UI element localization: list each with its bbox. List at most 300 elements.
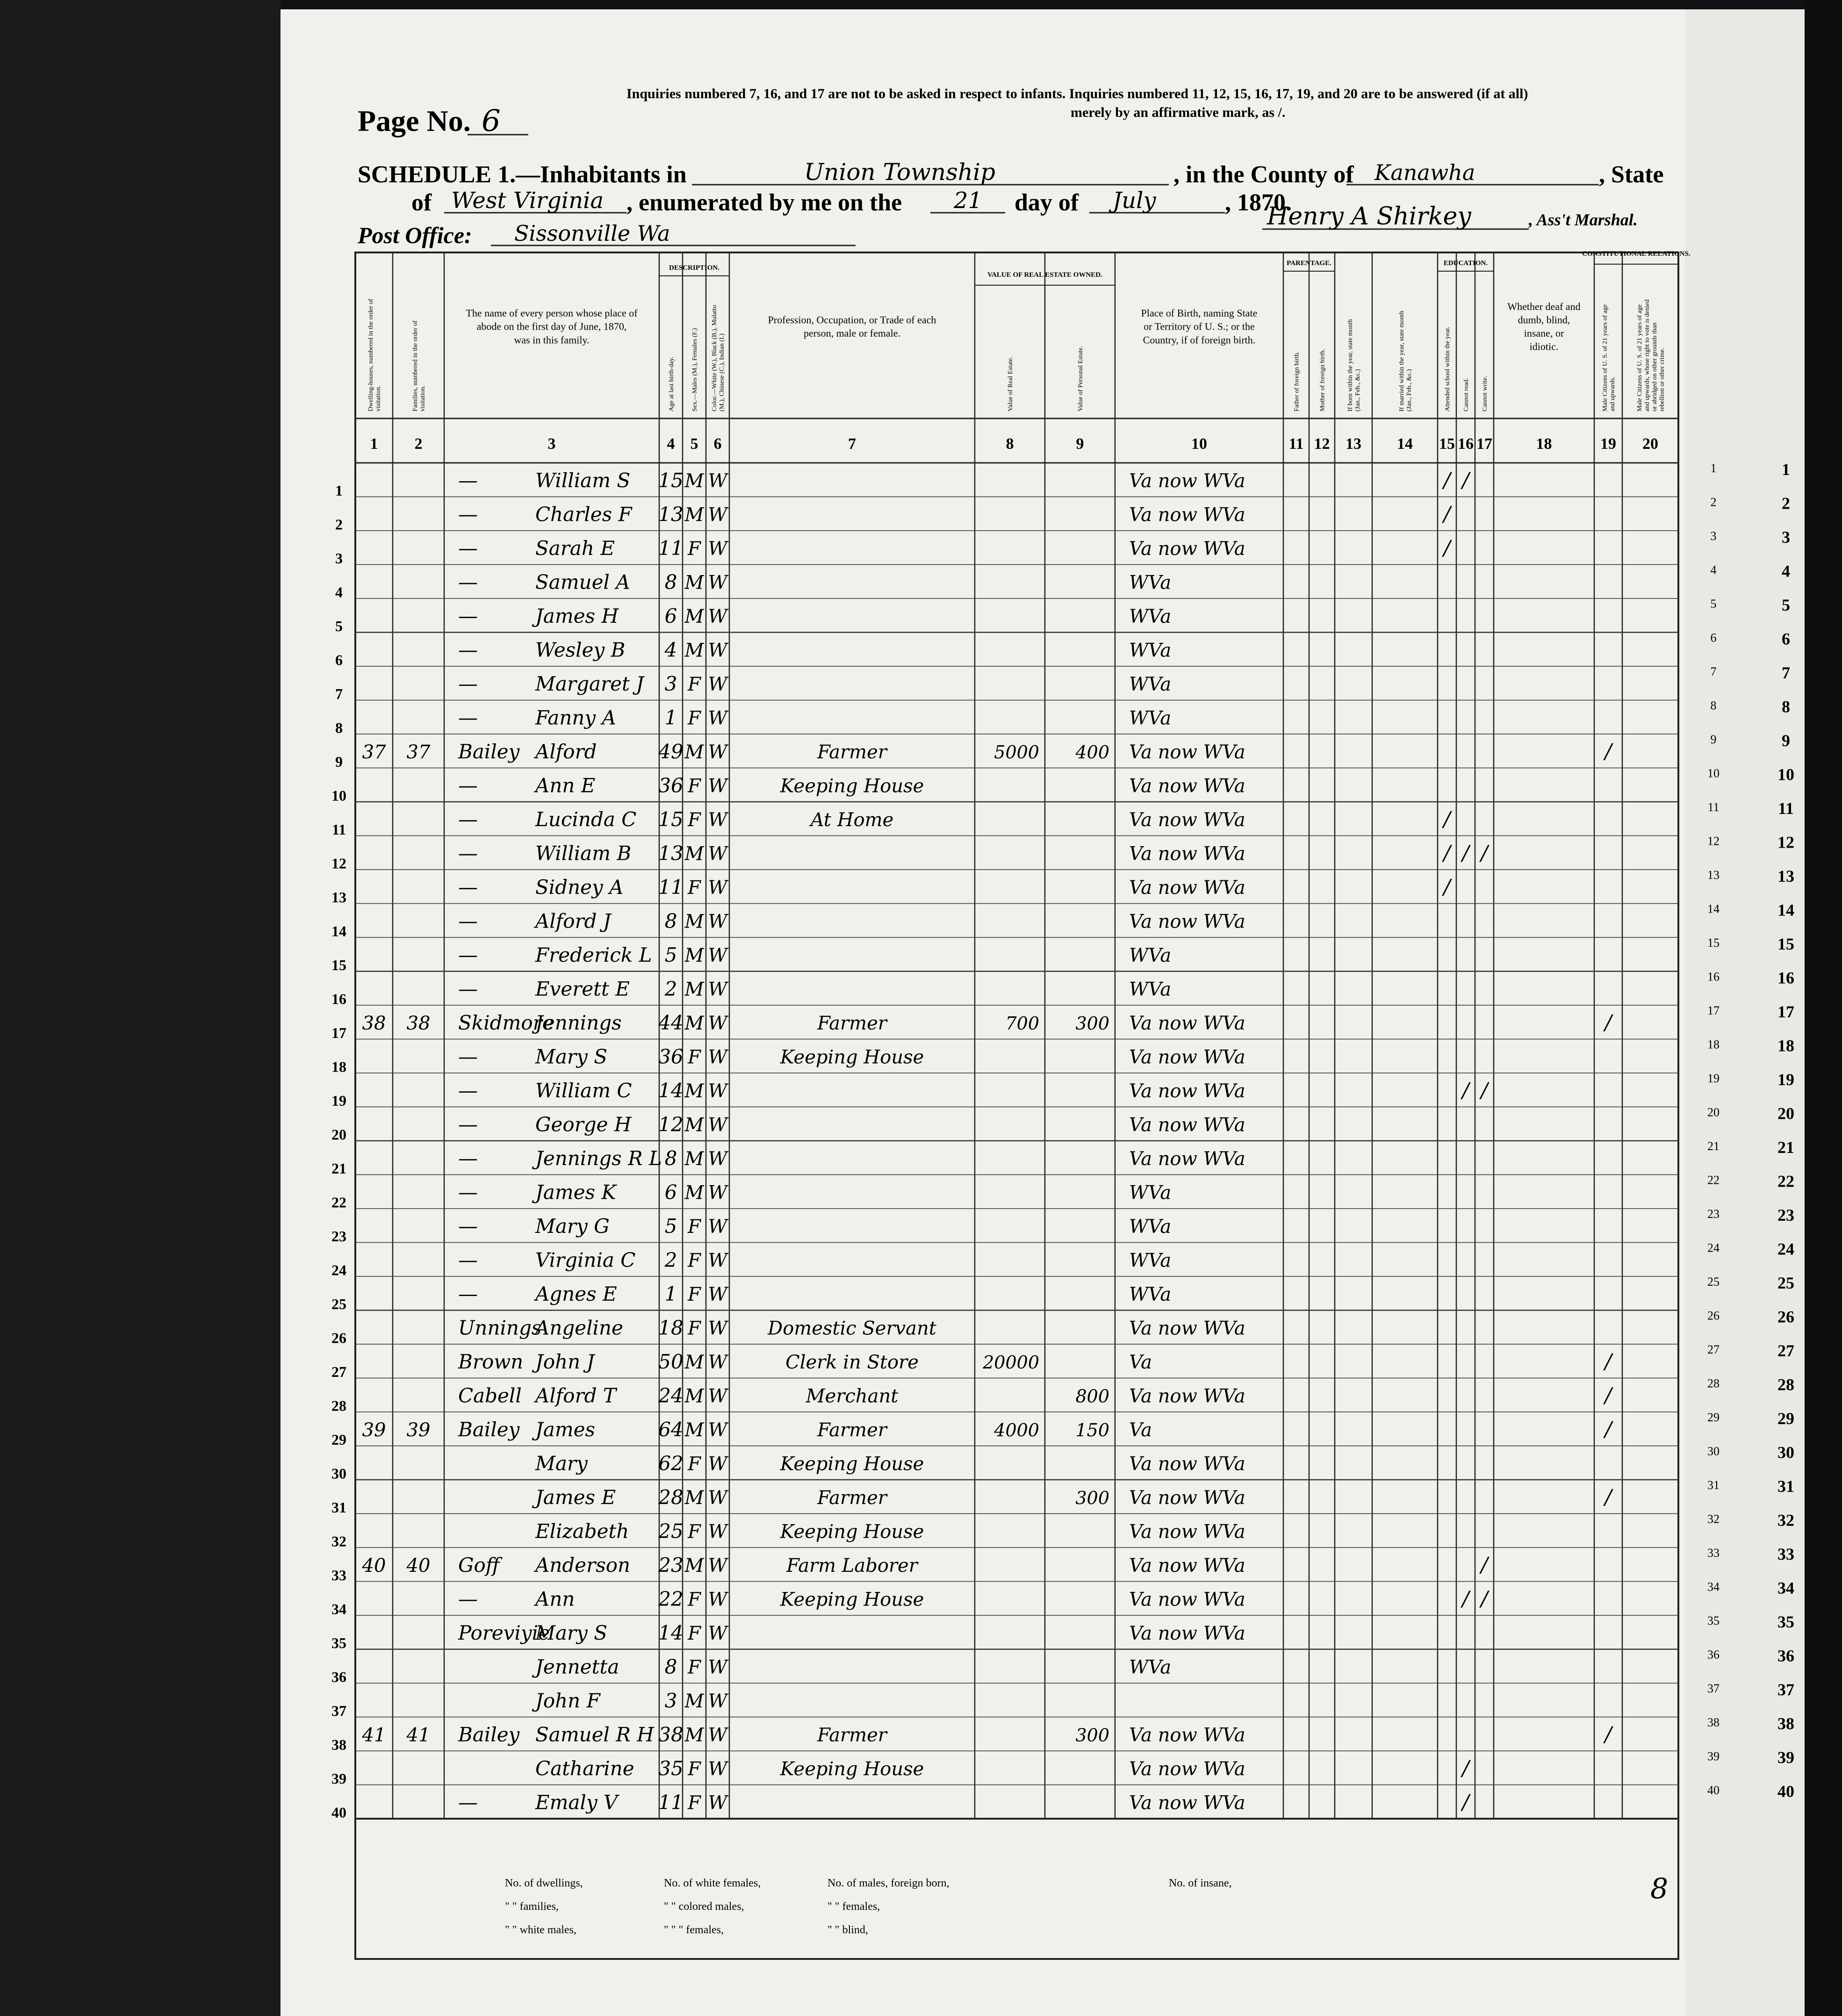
row-line-number: 24: [331, 1261, 346, 1279]
age: 12: [658, 1113, 684, 1136]
given-name: Jennings R L: [535, 1147, 662, 1170]
margin-small-number: 29: [1707, 1411, 1720, 1424]
table-row: [331, 1452, 1245, 1482]
age: 13: [658, 842, 684, 865]
place-of-birth: Va: [1129, 1419, 1152, 1441]
color: W: [708, 1656, 727, 1678]
surname: —: [458, 672, 478, 696]
margin-large-number: 20: [1777, 1104, 1794, 1123]
sex: M: [684, 504, 704, 526]
inquiry-note-line2: merely by an affirmative mark, as /.: [1071, 105, 1286, 120]
surname: —: [458, 842, 478, 865]
color: W: [708, 1013, 727, 1035]
given-name: Fanny A: [535, 706, 616, 729]
family-number: 37: [406, 742, 431, 763]
column-header-line: Country, if of foreign birth.: [1143, 334, 1256, 346]
age: 35: [658, 1757, 684, 1780]
margin-large-number: 10: [1777, 765, 1794, 784]
given-name: James K: [535, 1181, 616, 1204]
inquiry-note-line1: Inquiries numbered 7, 16, and 17 are not to be asked in respect to infants. Inquiries numbered 11, 12, 15, 16, 17, 19, and 20 are to be answered (if at all): [626, 86, 1528, 101]
row-line-number: 9: [335, 753, 343, 770]
attended-school-mark: /: [1443, 502, 1451, 526]
margin-large-number: 40: [1777, 1782, 1794, 1801]
sex: M: [684, 945, 704, 967]
row-line-number: 29: [331, 1431, 346, 1448]
column-header-line: Sex.—Males (M.), Females (F.): [691, 328, 698, 411]
sex: F: [688, 538, 701, 560]
male-citizen-mark: /: [1605, 1722, 1612, 1747]
color: W: [708, 674, 727, 696]
place-of-birth: Va now WVa: [1129, 1589, 1245, 1611]
surname: —: [458, 1079, 478, 1102]
table-row: [331, 1621, 1245, 1651]
place-of-birth: WVa: [1129, 1250, 1172, 1272]
post-office-label: Post Office:: [358, 222, 472, 248]
age: 5: [664, 1215, 677, 1238]
row-line-number: 11: [331, 821, 346, 838]
footer-tally-mark: 8: [1650, 1872, 1669, 1905]
margin-small-number: 1: [1710, 461, 1717, 475]
sex: F: [688, 1792, 701, 1814]
column-number: 20: [1642, 435, 1658, 453]
given-name: Alford J: [535, 909, 611, 933]
given-name: Catharine: [535, 1757, 634, 1780]
color: W: [708, 1691, 727, 1713]
color: W: [708, 1521, 727, 1543]
table-row: [331, 910, 1245, 940]
surname: Brown: [458, 1350, 524, 1374]
table-row: [331, 1587, 1490, 1618]
age: 13: [658, 503, 684, 526]
sex: M: [684, 1487, 704, 1509]
enumeration-year: , 1870.: [1225, 189, 1292, 216]
attended-school-mark: /: [1443, 807, 1451, 832]
column-header-line: (Jan., Feb., &c.): [1405, 369, 1413, 411]
given-name: Frederick L: [535, 943, 652, 967]
margin-large-number: 2: [1782, 494, 1790, 513]
age: 64: [658, 1418, 684, 1441]
surname: —: [458, 570, 478, 594]
given-name: James: [535, 1418, 596, 1441]
color: W: [708, 1352, 727, 1374]
column-header-line: Families, numbered in the order of: [411, 320, 419, 411]
column-number: 3: [547, 435, 556, 453]
column-header-line: insane, or: [1524, 327, 1564, 339]
given-name: Samuel A: [535, 570, 630, 594]
margin-small-number: 3: [1710, 529, 1717, 543]
margin-large-number: 15: [1777, 935, 1794, 953]
given-name: William C: [535, 1079, 632, 1102]
real-estate-value: 700: [1005, 1013, 1039, 1034]
color: W: [708, 945, 727, 967]
sex: M: [684, 572, 704, 594]
margin-small-number: 20: [1707, 1105, 1720, 1119]
given-name: James H: [535, 605, 619, 628]
surname: —: [458, 1587, 478, 1611]
page-number: 6: [482, 104, 501, 138]
row-line-number: 27: [331, 1363, 346, 1381]
table-row: [331, 1317, 1245, 1346]
row-line-number: 1: [335, 482, 343, 499]
table-row: [331, 1553, 1490, 1584]
sex: M: [684, 742, 704, 763]
county-name: Kanawha: [1374, 160, 1475, 185]
surname: —: [458, 706, 478, 729]
real-estate-value: 4000: [994, 1420, 1039, 1441]
footer-white-females: No. of white females,: [664, 1877, 761, 1889]
sex: M: [684, 606, 704, 628]
place-of-birth: WVa: [1129, 572, 1172, 594]
table-row: [331, 1147, 1245, 1177]
marshal-signature: Henry A Shirkey: [1267, 202, 1471, 230]
row-line-number: 25: [331, 1296, 346, 1313]
sex: M: [684, 640, 704, 662]
row-line-number: 28: [331, 1397, 346, 1414]
occupation: Merchant: [806, 1385, 899, 1407]
family-number: 41: [406, 1724, 431, 1746]
margin-small-number: 28: [1707, 1376, 1720, 1390]
age: 1: [664, 1282, 677, 1306]
age: 24: [658, 1384, 684, 1407]
color: W: [708, 1080, 727, 1102]
place-of-birth: WVa: [1129, 674, 1172, 696]
occupation: Domestic Servant: [768, 1318, 936, 1339]
column-number: 17: [1476, 435, 1492, 453]
footer-insane: No. of insane,: [1169, 1877, 1232, 1889]
surname: Bailey: [458, 1418, 520, 1441]
margin-small-number: 33: [1707, 1546, 1720, 1560]
color: W: [708, 1623, 727, 1645]
sex: M: [684, 843, 704, 865]
color: W: [708, 1385, 727, 1407]
row-line-number: 36: [331, 1668, 346, 1685]
sex: M: [684, 1148, 704, 1170]
cannot-write-mark: /: [1481, 1587, 1488, 1611]
given-name: Margaret J: [535, 672, 644, 696]
column-number: 10: [1191, 435, 1207, 453]
margin-large-number: 1: [1782, 460, 1790, 479]
column-header-line: Value of Real Estate.: [1007, 356, 1014, 411]
male-citizen-mark: /: [1605, 1485, 1612, 1510]
age: 8: [664, 1655, 677, 1678]
surname: —: [458, 774, 478, 797]
row-line-number: 6: [335, 651, 343, 669]
row-line-number: 14: [331, 922, 346, 940]
sex: M: [684, 1724, 704, 1746]
surname: —: [458, 605, 478, 628]
sex: F: [688, 877, 701, 899]
given-name: Agnes E: [535, 1282, 617, 1306]
margin-small-number: 14: [1707, 902, 1720, 916]
surname: —: [458, 876, 478, 899]
surname: —: [458, 1282, 478, 1306]
column-header-line: Value of Personal Estate.: [1077, 346, 1084, 411]
row-line-number: 12: [331, 855, 346, 872]
margin-large-number: 22: [1777, 1172, 1794, 1191]
sex: F: [688, 1589, 701, 1611]
margin-large-number: 23: [1777, 1206, 1794, 1224]
male-citizen-mark: /: [1605, 1350, 1612, 1374]
color: W: [708, 1419, 727, 1441]
sex: F: [688, 1046, 701, 1068]
age: 18: [658, 1316, 684, 1339]
occupation: Keeping House: [780, 1453, 924, 1475]
margin-small-number: 19: [1707, 1072, 1720, 1085]
table-row: [331, 1079, 1490, 1109]
surname: —: [458, 638, 478, 662]
age: 11: [658, 1791, 684, 1814]
place-of-birth: Va now WVa: [1129, 775, 1245, 797]
margin-large-number: 19: [1777, 1070, 1794, 1089]
place-of-birth: WVa: [1129, 1216, 1172, 1238]
margin-small-number: 10: [1707, 766, 1720, 780]
age: 11: [658, 537, 684, 560]
place-of-birth: Va now WVa: [1129, 1148, 1245, 1170]
given-name: Mary S: [535, 1045, 607, 1068]
place-of-birth: Va now WVa: [1129, 538, 1245, 560]
table-row: [335, 639, 1171, 669]
color: W: [708, 1182, 727, 1204]
table-row: [335, 503, 1453, 533]
table-row: [331, 1757, 1471, 1787]
age: 3: [664, 672, 677, 696]
row-line-number: 35: [331, 1634, 346, 1652]
footer-summary: [505, 1872, 1668, 1936]
margin-small-number: 35: [1707, 1614, 1720, 1627]
male-citizen-mark: /: [1605, 1383, 1612, 1408]
given-name: Jennings: [535, 1011, 622, 1035]
male-citizen-mark: /: [1605, 740, 1612, 764]
margin-large-number: 18: [1777, 1036, 1794, 1055]
given-name: Mary S: [535, 1621, 607, 1645]
table-row: [331, 1689, 728, 1719]
sex: F: [688, 1216, 701, 1238]
sex: F: [688, 1656, 701, 1678]
personal-estate-value: 300: [1075, 1488, 1109, 1509]
age: 25: [658, 1519, 684, 1543]
table-row: [331, 1113, 1245, 1143]
color: W: [708, 1318, 727, 1339]
footer-foreign-females: " " females,: [827, 1901, 880, 1913]
surname: —: [458, 537, 478, 560]
margin-small-number: 6: [1710, 631, 1717, 645]
sex: F: [688, 674, 701, 696]
color: W: [708, 911, 727, 933]
column-header-line: If born within the year, state month: [1346, 319, 1354, 411]
sex: M: [684, 1352, 704, 1374]
margin-small-number: 39: [1707, 1750, 1720, 1763]
given-name: Sarah E: [535, 537, 615, 560]
footer-foreign-males: No. of males, foreign born,: [827, 1877, 950, 1889]
column-number: 8: [1006, 435, 1014, 453]
sex: M: [684, 1182, 704, 1204]
column-number: 15: [1439, 435, 1455, 453]
dwelling-number: 39: [362, 1419, 386, 1441]
occupation: Keeping House: [780, 1758, 924, 1780]
schedule-label: SCHEDULE 1.—Inhabitants in: [358, 161, 687, 188]
margin-large-number: 4: [1782, 562, 1790, 581]
table-row: [335, 672, 1171, 702]
column-header-line: rebellion or other crime.: [1659, 347, 1666, 411]
color: W: [708, 707, 727, 729]
margin-large-number: 9: [1782, 731, 1790, 750]
table-row: [331, 1418, 1614, 1448]
place-of-birth: Va now WVa: [1129, 1013, 1245, 1035]
column-header-line: (M.), Chinese (C.), Indian (I.): [718, 333, 726, 411]
given-name: Samuel R H: [535, 1723, 654, 1746]
column-header-line: Dwelling-houses, numbered in the order of: [367, 298, 374, 411]
margin-large-number: 34: [1777, 1578, 1794, 1598]
sex: F: [688, 1623, 701, 1645]
occupation: Clerk in Store: [785, 1352, 919, 1374]
given-name: Wesley B: [535, 638, 626, 662]
margin-large-number: 13: [1777, 867, 1794, 886]
column-number: 2: [414, 435, 423, 453]
column-header-line: person, male or female.: [803, 327, 901, 339]
row-line-number: 26: [331, 1329, 346, 1346]
margin-small-number: 22: [1707, 1173, 1720, 1187]
surname: —: [458, 943, 478, 967]
place-of-birth: Va now WVa: [1129, 1758, 1245, 1780]
surname: Bailey: [458, 1723, 520, 1746]
column-header-line: idiotic.: [1529, 340, 1559, 353]
cannot-read-mark: /: [1462, 468, 1469, 493]
margin-large-number: 12: [1777, 833, 1794, 852]
place-of-birth: WVa: [1129, 707, 1172, 729]
occupation: Farmer: [817, 742, 887, 763]
column-header-line: If married within the year, state month: [1398, 310, 1405, 411]
row-line-number: 32: [331, 1533, 346, 1550]
margin-large-number: 8: [1782, 697, 1790, 716]
cannot-read-mark: /: [1462, 1757, 1469, 1781]
given-name: William B: [535, 842, 632, 865]
row-line-number: 3: [335, 550, 343, 567]
margin-small-number: 18: [1707, 1037, 1720, 1051]
column-group-title: VALUE OF REAL ESTATE OWNED.: [987, 271, 1102, 279]
margin-small-number: 36: [1707, 1648, 1720, 1662]
occupation: Farm Laborer: [786, 1555, 918, 1577]
color: W: [708, 742, 727, 763]
given-name: John J: [535, 1350, 595, 1374]
sex: M: [684, 1385, 704, 1407]
row-line-number: 34: [331, 1600, 346, 1618]
surname: —: [458, 1045, 478, 1068]
table-row: [331, 1045, 1245, 1075]
age: 6: [664, 605, 677, 628]
row-line-number: 30: [331, 1465, 346, 1482]
male-citizen-mark: /: [1605, 1011, 1612, 1035]
age: 2: [664, 1248, 677, 1272]
margin-large-number: 27: [1777, 1341, 1794, 1360]
real-estate-value: 5000: [994, 742, 1039, 763]
color: W: [708, 640, 727, 662]
margin-small-number: 4: [1710, 563, 1717, 577]
place-of-birth: Va now WVa: [1129, 742, 1245, 763]
surname: —: [458, 977, 478, 1001]
column-header-line: and upwards.: [1609, 376, 1616, 411]
given-name: Sidney A: [535, 876, 624, 899]
color: W: [708, 1216, 727, 1238]
margin-small-number: 16: [1707, 970, 1720, 984]
place-of-birth: Va now WVa: [1129, 911, 1245, 933]
surname: —: [458, 1147, 478, 1170]
margin-large-number: 11: [1777, 799, 1794, 818]
row-line-number: 39: [331, 1770, 346, 1787]
surname: —: [458, 1215, 478, 1238]
column-number: 12: [1314, 435, 1330, 453]
personal-estate-value: 150: [1075, 1420, 1109, 1441]
margin-large-number: 5: [1782, 596, 1790, 614]
attended-school-mark: /: [1443, 875, 1451, 900]
age: 14: [658, 1621, 684, 1645]
sex: F: [688, 1284, 701, 1306]
attended-school-mark: /: [1443, 841, 1451, 865]
column-header-line: was in this family.: [514, 334, 590, 346]
given-name: Mary: [535, 1452, 588, 1475]
surname: Skidmore: [458, 1011, 554, 1035]
enumerated-label: , enumerated by me on the: [626, 189, 902, 216]
table-row: [332, 807, 1453, 838]
column-header-line: Color.—White (W.), Black (B.), Mulatto: [711, 305, 718, 411]
sex: M: [684, 1114, 704, 1136]
margin-large-number: 16: [1777, 968, 1794, 987]
margin-small-number: 5: [1710, 597, 1717, 611]
column-headers: [367, 250, 1691, 453]
given-name: Alford: [535, 740, 597, 763]
place-of-birth: Va now WVa: [1129, 809, 1245, 831]
age: 11: [658, 876, 684, 899]
color: W: [708, 1284, 727, 1306]
table-row: [331, 1791, 1471, 1821]
given-name: Everett E: [535, 977, 630, 1001]
row-line-number: 20: [331, 1126, 346, 1143]
surname: —: [458, 1181, 478, 1204]
margin-small-number: 12: [1707, 834, 1720, 848]
column-header-line: dumb, blind,: [1518, 314, 1570, 326]
column-header-line: Place of Birth, naming State: [1141, 307, 1258, 319]
margin-small-number: 31: [1707, 1478, 1720, 1492]
place-of-birth: WVa: [1129, 1656, 1172, 1678]
color: W: [708, 538, 727, 560]
footer-blind: " " blind,: [827, 1924, 868, 1936]
place-of-birth: Va now WVa: [1129, 843, 1245, 865]
age: 22: [658, 1587, 684, 1611]
margin-large-number: 3: [1782, 528, 1790, 547]
row-line-number: 16: [331, 990, 346, 1008]
column-header-line: Male Citizens of U. S. of 21 years of age: [1636, 304, 1643, 411]
place-of-birth: Va now WVa: [1129, 1521, 1245, 1543]
table-row: [331, 774, 1245, 804]
place-of-birth: Va: [1129, 1352, 1152, 1374]
age: 2: [664, 977, 677, 1001]
column-header-line: Cannot write.: [1481, 375, 1489, 411]
male-citizen-mark: /: [1605, 1418, 1612, 1442]
margin-large-number: 39: [1777, 1748, 1794, 1767]
column-number: 11: [1288, 435, 1304, 453]
age: 15: [658, 469, 684, 492]
row-line-number: 22: [331, 1194, 346, 1211]
margin-small-number: 11: [1707, 800, 1720, 814]
color: W: [708, 1487, 727, 1509]
column-group-title: DESCRIPTION.: [669, 264, 720, 272]
margin-small-number: 37: [1707, 1682, 1720, 1695]
age: 38: [658, 1723, 684, 1746]
post-office-name: Sissonville Wa: [514, 221, 670, 246]
margin-small-number: 23: [1707, 1207, 1720, 1221]
occupation: At Home: [810, 809, 894, 831]
cannot-read-mark: /: [1462, 841, 1469, 865]
column-header-line: Profession, Occupation, or Trade of each: [768, 314, 936, 326]
